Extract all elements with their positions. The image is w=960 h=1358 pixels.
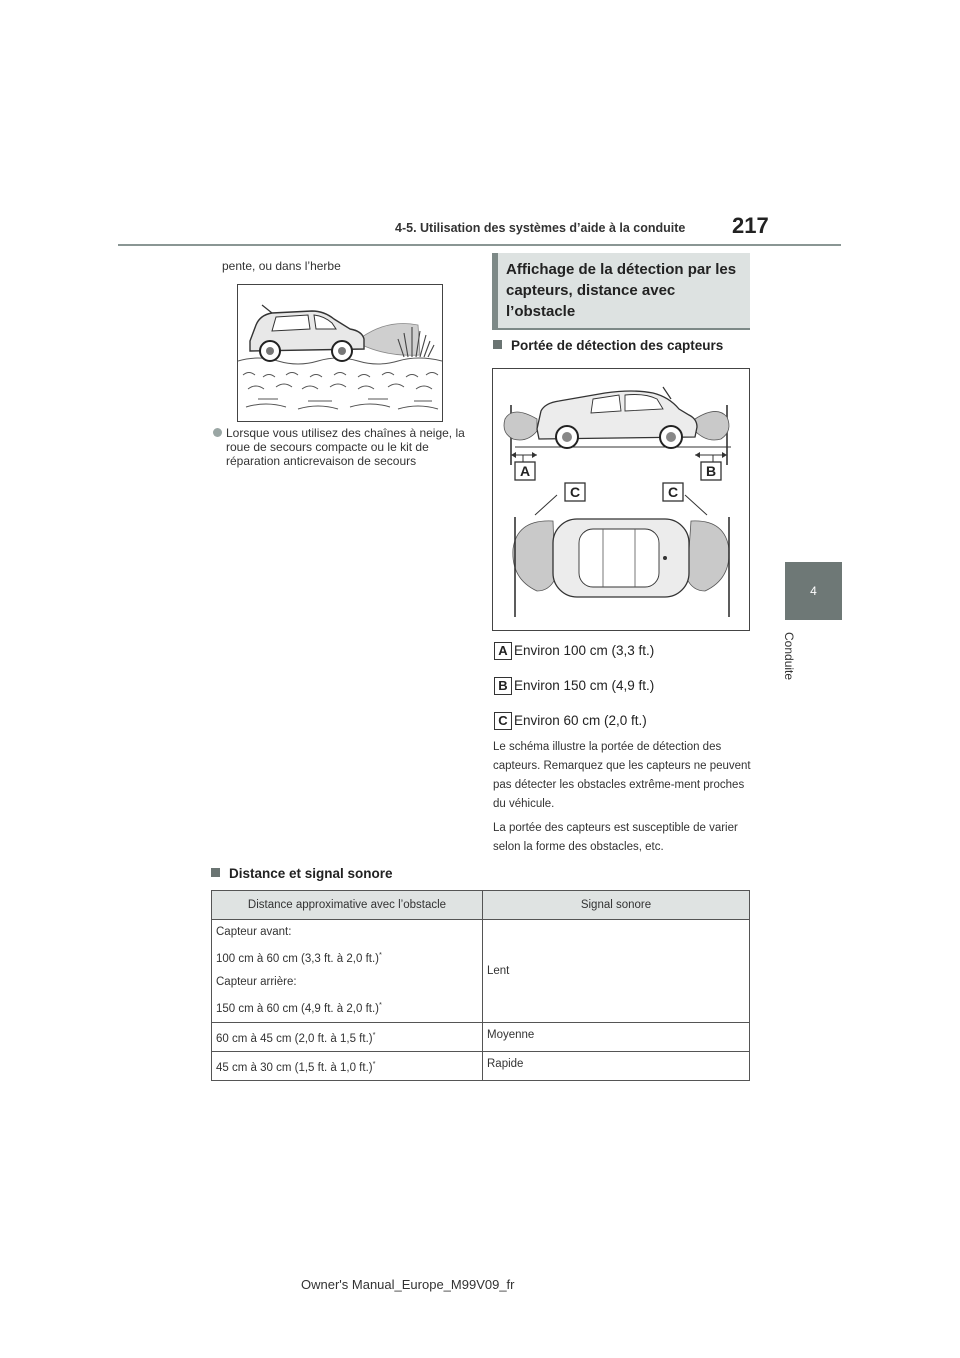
distance-subheading-text: Distance et signal sonore [229,866,393,881]
sensor-range-drawing [493,369,749,630]
legend-text-c: Environ 60 cm (2,0 ft.) [514,713,647,728]
sensor-range-diagram [492,368,750,631]
cell-signal-slow: Lent [483,920,750,1023]
section-title: 4-5. Utilisation des systèmes d’aide à la conduite [395,221,686,235]
section-heading: Affichage de la détection par les capteurs, distance avec l’obstacle [506,261,737,320]
section-header-underline [492,328,750,330]
footnote-mark: * [372,1058,376,1068]
footnote-mark: * [372,1029,376,1039]
chapter-label-container [782,632,802,692]
chapter-label: Conduite [782,632,796,681]
rear-sensor-label: Capteur arrière: [216,975,297,988]
footnote-mark: * [379,999,382,1009]
page-number: 217 [732,213,769,238]
legend-text-b: Environ 150 cm (4,9 ft.) [514,678,655,693]
cell-signal-medium: Moyenne [483,1022,750,1051]
distance-fast-value: 45 cm à 30 cm (1,5 ft. à 1,0 ft.) [216,1061,373,1074]
section-header-bar [492,253,498,329]
footer-manual-id: Owner's Manual_Europe_M99V09_fr [301,1277,515,1292]
legend-key-a: A [494,642,512,660]
diagram-label-c-left: C [569,484,581,500]
diagram-label-a: A [519,463,531,479]
distance-signal-table [211,890,750,1081]
cell-distance-fast [212,1051,483,1080]
distance-medium-value: 60 cm à 45 cm (2,0 ft. à 1,5 ft.) [216,1032,373,1045]
table-header-row [212,891,750,920]
chapter-tab: 4 [785,562,842,620]
diagram-label-c-right: C [667,484,679,500]
square-bullet-icon [493,340,502,349]
bullet-dot [213,428,222,437]
rear-sensor-value: 150 cm à 60 cm (4,9 ft. à 2,0 ft.) [216,1002,379,1015]
cell-signal-fast: Rapide [483,1051,750,1080]
table-row [212,1051,750,1080]
car-on-grass-illustration [237,284,443,422]
column-header-signal: Signal sonore [483,891,750,920]
front-sensor-label: Capteur avant: [216,926,292,938]
square-bullet-icon [211,868,220,877]
intro-text: pente, ou dans l’herbe [222,259,341,273]
front-sensor-value: 100 cm à 60 cm (3,3 ft. à 2,0 ft.) [216,952,379,965]
distance-subheading [211,866,393,881]
cell-distance-medium [212,1022,483,1051]
legend-key-c: C [494,712,512,730]
front-sensor-value-wrap [216,948,478,966]
legend-text-a: Environ 100 cm (3,3 ft.) [514,643,655,658]
legend-key-b: B [494,677,512,695]
paragraph-range-description: Le schéma illustre la portée de détection des capteurs. Remarquez que les capteurs ne peuvent pas détecter les obstacles extrême-ment proches du véhicule. [493,741,751,810]
range-subheading-text: Portée de détection des capteurs [511,338,724,353]
rear-sensor-value-wrap [216,998,478,1016]
column-header-distance: Distance approximative avec l’obstacle [212,891,483,920]
paragraph-range-variation: La portée des capteurs est susceptible de varier selon la forme des obstacles, etc. [493,822,738,853]
cell-distance-slow [212,920,483,1023]
table-row [212,1022,750,1051]
bullet-text: Lorsque vous utilisez des chaînes à neige, la roue de secours compacte ou le kit de réparation anticrevaison de secours [226,426,465,468]
diagram-label-b: B [705,463,717,479]
header-rule [118,244,841,246]
range-subheading [493,338,723,353]
table-row [212,920,750,1023]
footnote-mark: * [379,950,382,959]
car-on-grass-drawing [238,285,442,421]
